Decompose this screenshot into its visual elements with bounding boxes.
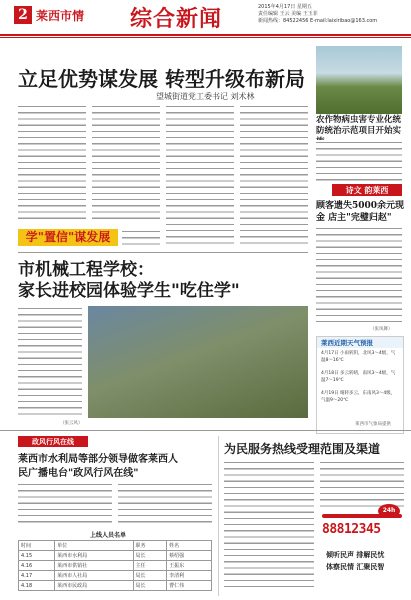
politics-col1 (18, 482, 112, 526)
politics-col2 (118, 482, 212, 526)
table-head: 时间 (19, 541, 55, 551)
weather-day-3: 4月19日 晴转多云，东南风3～4级，气温9～20℃ (321, 391, 396, 403)
school-credit: （张云风） (60, 421, 83, 426)
hotline-email: 新闻热线：84522456 E-mail:laixiribao@163.com (258, 18, 378, 24)
table-cell: 局长 (133, 581, 167, 591)
agri-photo (316, 46, 402, 114)
agri-headline: 农作物病虫害专业化统防统治示范项目开始实 (316, 115, 402, 136)
lead-col1 (18, 104, 86, 224)
table-cell: 李清利 (167, 571, 212, 581)
table-cell: 局长 (133, 571, 167, 581)
table-cell: 莱西市人社局 (55, 571, 133, 581)
hotline-slogan-2: 体察民情 汇聚民智 (326, 562, 385, 571)
table-head: 单位 (55, 541, 133, 551)
politics-tag: 政风行风在线 (18, 436, 88, 447)
page-header (0, 0, 411, 34)
hotline-col2 (320, 460, 404, 510)
hotline-badge: 24h (378, 504, 400, 518)
table-cell: 4.18 (19, 581, 55, 591)
school-col1 (18, 306, 82, 418)
school-photo (88, 306, 308, 418)
hotline-headline: 为民服务热线受理范围及渠道 (224, 442, 381, 456)
table-head: 职务 (133, 541, 167, 551)
agri-body (316, 140, 402, 182)
table-cell: 局长 (133, 551, 167, 561)
divider-school (18, 252, 308, 253)
table-cell: 王振东 (167, 561, 212, 571)
table-head: 姓名 (167, 541, 212, 551)
weather-box (316, 336, 404, 434)
lead-banner: 学"置信"谋发展 (18, 229, 118, 246)
lead-col2 (92, 104, 160, 224)
politics-headline-1: 莱西市水利局等部分领导做客莱西人 (18, 454, 178, 465)
issue-date: 2015年4月17日 星期五 (258, 4, 312, 10)
hotline-col1 (224, 460, 314, 590)
editor-line: 责任编辑 王云 美编 王玉菲 (258, 11, 318, 17)
politics-table-title: 上线人员名单 (90, 532, 127, 539)
table-cell: 莱西市民政局 (55, 581, 133, 591)
divider-vertical (218, 436, 219, 596)
table-cell: 4.16 (19, 561, 55, 571)
section-name: 莱西市情 (36, 9, 85, 23)
politics-headline-2: 民广播电台"政风行风在线" (18, 468, 139, 479)
table-cell: 4.15 (19, 551, 55, 561)
header-rule (0, 34, 411, 36)
hotline-number: 88812345 (322, 522, 381, 537)
lead-byline: 望城街道党工委书记 刘术林 (156, 92, 255, 101)
page-title: 综合新闻 (130, 6, 223, 32)
table-row (19, 571, 212, 581)
politics-table (18, 540, 212, 591)
lead-headline: 立足优势谋发展 转型升级布新局 (18, 67, 305, 91)
table-cell: 4.17 (19, 571, 55, 581)
table-cell: 蔡绍强 (167, 551, 212, 561)
weather-day-1: 4月17日 小雨转阴，北风3～4级，气温8～16℃ (321, 351, 396, 363)
divider-bottom (0, 430, 411, 431)
column-banner: 诗文 韵莱西 (332, 184, 402, 196)
lead-col2-tail (122, 229, 160, 249)
table-cell: 莱西市水利局 (55, 551, 133, 561)
page-number: 2 (14, 6, 32, 24)
lost-cash-headline: 顾客遗失5000余元现金 店主"完璧归赵" (316, 201, 405, 223)
lead-col4 (240, 104, 308, 244)
school-headline-1: 市机械工程学校： (18, 260, 154, 280)
table-row (19, 551, 212, 561)
hotline-slogan-1: 倾听民声 排解民忧 (326, 550, 385, 559)
table-cell: 莱西市供销社 (55, 561, 133, 571)
table-row (19, 581, 212, 591)
header-rule-thin (0, 37, 411, 38)
hotline-graphic (322, 507, 402, 544)
table-row (19, 561, 212, 571)
lost-cash-credit: （张凤舞） (370, 327, 393, 332)
lost-cash-body (316, 226, 402, 326)
school-headline-2: 家长进校园体验学生"吃住学" (18, 281, 240, 301)
table-cell: 主任 (133, 561, 167, 571)
weather-source: 莱西市气象局提供 (355, 422, 391, 427)
weather-title: 莱西近期天气预报 (321, 339, 373, 347)
lead-col3 (166, 104, 234, 244)
weather-day-2: 4月18日 多云转晴，南风3～4级，气温7～19℃ (321, 371, 396, 383)
table-header-row (19, 541, 212, 551)
table-cell: 曹仁伟 (167, 581, 212, 591)
